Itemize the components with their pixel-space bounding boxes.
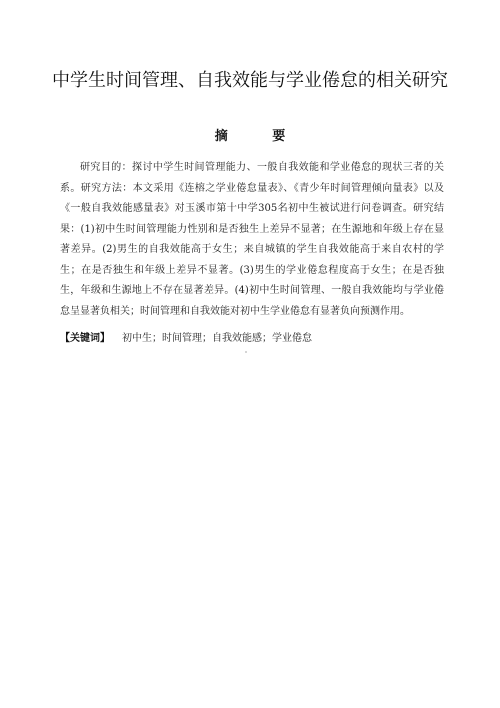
abstract-body	[60, 158, 444, 322]
abstract-heading: 摘 要	[214, 129, 306, 144]
keywords-label: 【关键词】	[60, 333, 110, 344]
keywords-line	[60, 331, 444, 347]
page-dot-mark	[245, 351, 247, 353]
paper-title: 中学生时间管理、自我效能与学业倦怠的相关研究	[52, 70, 448, 91]
keywords-text: 初中生；时间管理；自我效能感；学业倦怠	[122, 333, 312, 344]
abstract-paragraph: 研究目的：探讨中学生时间管理能力、一般自我效能和学业倦怠的现状三者的关系。研究方法：本文采用《连榕之学业倦怠量表》、《青少年时间管理倾向量表》以及《一般自我效能感量表》对玉溪市第十中学305名初中生被试进行问卷调查。研究结果：(1)初中生时间管理能力性别和是否独生上差异不显著；在生源地和年级上存在显著差异。(2)男生的自我效能高于女生；来自城镇的学生自我效能高于来自农村的学生；在是否独生和年级上差异不显著。(3)男生的学业倦怠程度高于女生；在是否独生，年级和生源地上不存在显著差异。(4)初中生时间管理、一般自我效能均与学业倦怠呈显著负相关；时间管理和自我效能对初中生学业倦怠有显著负向预测作用。	[60, 162, 444, 317]
